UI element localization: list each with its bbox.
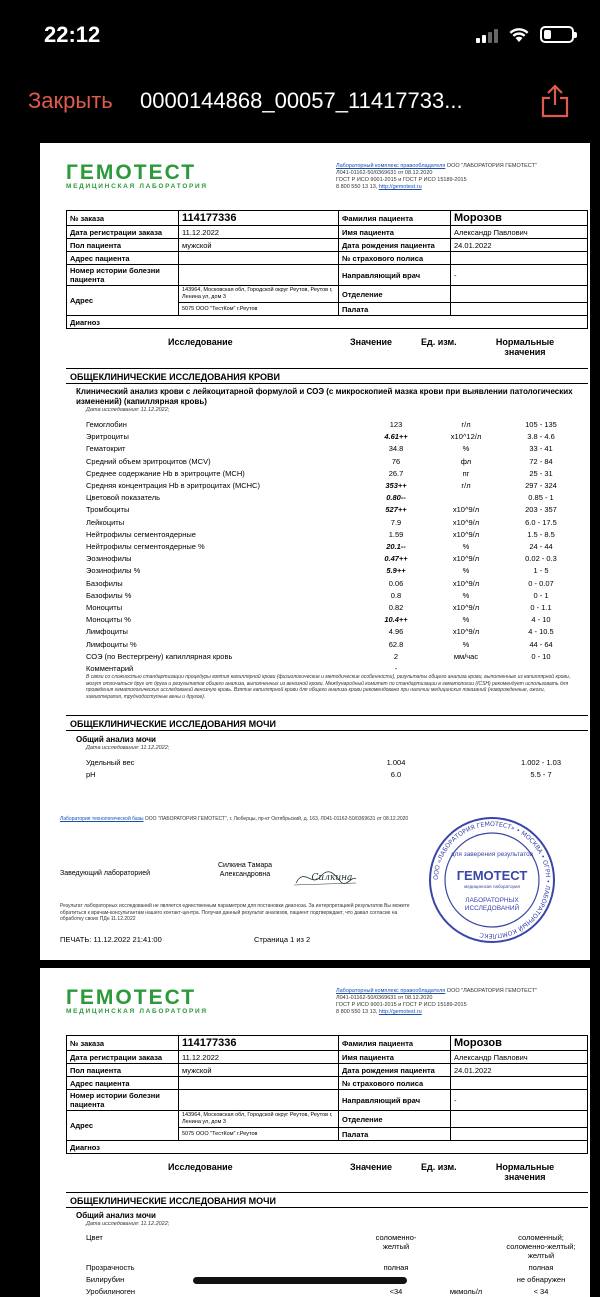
print-timestamp: ПЕЧАТЬ: 11.12.2022 21:41:00 xyxy=(60,935,162,944)
result-range: 44 - 64 xyxy=(529,639,553,649)
lab-link[interactable]: Лабораторный комплекс правообладателя xyxy=(336,163,446,169)
result-row xyxy=(86,603,586,614)
result-row xyxy=(86,591,586,602)
patient-lastname: Морозов xyxy=(451,211,588,226)
blood-footnote: В связи со сложностью стандартизации процедуры взятия капиллярной крови (физиологические и методические особенности), результаты общего анализа крови, выполненные из капиллярной крови, могут отличаться друг от друга и результатов общего анализа, выполненных из венозной крови. Международный комитет по стандартизации в гематологии (ICSH) рекомендует использовать для проведения гематологических исследований венозную кровь. Взятие капиллярной крови для общего анализа крови рекомендовано при наличии медицинских показаний (новорожденные, ожоги, химиотерапия, труднодоступные вены и другое). xyxy=(86,674,571,700)
svg-text:ГЕМОТЕСТ: ГЕМОТЕСТ xyxy=(456,868,528,883)
result-name: Уробилиноген xyxy=(86,1287,136,1296)
result-row xyxy=(86,481,586,492)
result-unit: % xyxy=(462,566,470,576)
result-value: 7.9 xyxy=(390,517,402,527)
result-row xyxy=(86,444,586,455)
result-range: 0 - 0.07 xyxy=(528,578,554,588)
status-bar xyxy=(0,0,600,70)
result-value: 26.7 xyxy=(388,468,404,478)
urine-section-title: ОБЩЕКЛИНИЧЕСКИЕ ИССЛЕДОВАНИЯ МОЧИ xyxy=(66,715,588,731)
result-unit: г/л xyxy=(461,481,471,490)
close-button[interactable]: Закрыть xyxy=(28,88,113,113)
svg-text:медицинская лаборатория: медицинская лаборатория xyxy=(464,884,520,889)
result-row xyxy=(86,530,586,541)
result-range: 0.02 - 0.3 xyxy=(525,554,557,564)
cellular-signal-icon xyxy=(476,27,498,43)
svg-text:ИССЛЕДОВАНИЙ: ИССЛЕДОВАНИЙ xyxy=(464,905,520,912)
result-range: 33 - 41 xyxy=(529,444,553,454)
svg-text:ООО «ЛАБОРАТОРИЯ ГЕМОТЕСТ» • М: ООО «ЛАБОРАТОРИЯ ГЕМОТЕСТ» • МОСКВА • ОГРН • ЛАБОРАТОРНЫЙ КОМПЛЕКС xyxy=(432,820,552,940)
result-value: 1.004 xyxy=(386,758,406,767)
result-name: Цвет xyxy=(86,1233,103,1242)
result-value: 0.8 xyxy=(390,590,402,600)
result-row xyxy=(86,554,586,565)
result-row xyxy=(86,566,586,577)
battery-icon xyxy=(540,26,574,43)
result-range: полная xyxy=(528,1263,554,1272)
lab-info-2: Лабораторный комплекс правообладателя ООО "ЛАБОРАТОРИЯ ГЕМОТЕСТ" Л041-01162-50/0369631 от 08.12.2020 ГОСТ Р ИСО 9001-2015 и ГОСТ Р ИСО 15189-2015 8 800 550 13 13, http://gemotest.ru xyxy=(336,988,537,1015)
result-name: Эозинофилы xyxy=(86,554,132,564)
result-name: Средний объем эритроцитов (MCV) xyxy=(86,456,211,466)
result-unit: % xyxy=(462,590,470,600)
result-name: Нейтрофилы сегментоядерные % xyxy=(86,542,205,551)
result-range: 1.002 - 1.03 xyxy=(520,758,562,767)
result-range: 25 - 31 xyxy=(529,468,553,478)
result-unit: x10^9/л xyxy=(452,517,480,527)
result-range: 297 - 324 xyxy=(525,481,557,490)
result-value: 1.59 xyxy=(388,529,404,539)
status-icons xyxy=(476,26,574,43)
result-unit: x10^9/л xyxy=(452,603,480,612)
result-unit: % xyxy=(462,639,470,649)
result-row xyxy=(86,493,586,504)
result-name: Цветовой показатель xyxy=(86,493,161,503)
result-name: Гематокрит xyxy=(86,444,126,454)
result-range: 5.5 - 7 xyxy=(530,770,552,779)
result-unit: мм/час xyxy=(453,651,479,661)
result-range: 4 - 10.5 xyxy=(528,627,554,637)
result-name: pH xyxy=(86,770,96,779)
urine-subtitle: Общий анализ мочи xyxy=(76,735,156,744)
result-range: 3.8 - 4.6 xyxy=(527,432,555,442)
result-value: 0.47++ xyxy=(384,554,408,564)
disclaimer: Результат лабораторных исследований не является единственным параметром для постановки диагноза. За интерпретацией результатов Вы можете обратиться к врачам-консультантам нашего контакт-центра. Получая данный результат анализов, пациент подтверждает, что давал согласие на обработку своих ПДн 11.12.2022 xyxy=(60,903,410,922)
result-unit: пг xyxy=(462,468,470,478)
signature xyxy=(290,861,360,891)
result-range: 203 - 357 xyxy=(525,505,557,515)
share-icon[interactable] xyxy=(540,84,570,118)
result-unit: x10^12/л xyxy=(450,432,482,442)
result-name: Средняя концентрация Hb в эритроцитах (MCHC) xyxy=(86,481,260,490)
result-range: < 34 xyxy=(533,1287,549,1296)
result-row xyxy=(86,1233,586,1260)
head-of-lab-name: Силкина Тамара Александровна xyxy=(217,862,273,878)
result-value: 2 xyxy=(393,651,399,661)
document-title: 0000144868_00057_11417733... xyxy=(140,88,463,113)
result-row xyxy=(86,579,586,590)
result-row xyxy=(86,542,586,553)
result-value: 0.82 xyxy=(388,603,404,612)
result-value: 0.80-- xyxy=(386,493,406,503)
result-row xyxy=(86,652,586,663)
result-row xyxy=(86,615,586,626)
result-name: Прозрачность xyxy=(86,1263,135,1272)
status-time: 22:12 xyxy=(44,22,101,47)
viewer-toolbar xyxy=(0,70,600,134)
result-row xyxy=(86,469,586,480)
result-range: 1 - 5 xyxy=(533,566,549,576)
result-value: 5.9++ xyxy=(386,566,406,576)
result-value: 123 xyxy=(389,420,403,429)
result-range: 0.85 - 1 xyxy=(528,493,554,503)
document-page-1: ГЕМОТЕСТ МЕДИЦИНСКАЯ ЛАБОРАТОРИЯ Лабораторный комплекс правообладателя ООО "ЛАБОРАТОРИЯ ГЕМОТЕСТ" Л041-01162-50/0369631 от 08.12.2020 ГОСТ Р ИСО 9001-2015 и ГОСТ Р ИСО 15189-2015 8 800 550 13 13, http://gemotest.ru № заказа 114177336 Фамилия пациента Морозов Дата регистрации заказа 11.12.2022 Имя пациента Александр Павлович Пол пациента мужской Дата рождения пациента 24.01.2022 Адрес пациента № страхового полиса Номер истории болезни пациента Направляющий врач - Адрес 143964, Московская обл, Городской округ Реутов, Реутов г, Ленина ул, дом 3 Отделение 5075 ООО "ТестКом" г.Реутов Палата Диагноз Исследование Значение Ед. изм. Нормальные значения ОБЩЕКЛИНИЧЕСКИЕ ИССЛЕДОВАНИЯ КРОВИ Клинический анализ крови с лейкоцитарной формулой и СОЭ (с микроскопией мазка крови при выявлении патологических изменений) (капиллярная кровь) Дата исследования: 11.12.2022; Гемоглобин 123 г/л 105 - 135 Эритроциты 4.61++ x10^12/л 3.8 - 4.6 Гематокрит 34.8 % 33 - 41 Средний объем эритроцитов (MCV) 76 фл 72 - 84 Среднее содержание Hb в эритроците (MCH) 26.7 пг 25 - 31 Средняя концентрация Hb в эритроцитах (MCHC) 353++ г/л 297 - 324 Цветовой показатель 0.80-- 0.85 - 1 Тромбоциты 527++ x10^9/л 203 - 357 Лейкоциты 7.9 x10^9/л 6.0 - 17.5 Нейтрофилы сегментоядерные 1.59 x10^9/л 1.5 - 8.5 Нейтрофилы сегментоядерные % 20.1-- % 24 - 44 Эозинофилы 0.47++ x10^9/л 0.02 - 0.3 Эозинофилы % 5.9++ % 1 - 5 Базофилы 0.06 x10^9/л 0 - 0.07 Базофилы % 0.8 % 0 - 1 Моноциты 0.82 x10^9/л 0 - 1.1 Моноциты % 10.4++ % 4 - 10 Лимфоциты 4.96 x10^9/л 4 - 10.5 Лимфоциты % 62.8 % 44 - 64 СОЭ (по Вестергрену) капиллярная кровь 2 мм/час 0 - 10 Комментарий - В связи со сложностью стандартизации процедуры взятия капиллярной крови (физиологические и методические особенности), результаты общего анализа крови, выполненные из капиллярной крови, могут отличаться друг от друга и результатов общего анализа, выполненных из венозной крови. Международный комитет по стандартизации в гематологии (ICSH) рекомендует использовать для проведения гематологических исследований венозную кровь. Взятие капиллярной крови для общего анализа крови рекомендовано при наличии медицинских показаний (новорожденные, ожоги, химиотерапия, труднодоступные вены и другое). ОБЩЕКЛИНИЧЕСКИЕ ИССЛЕДОВАНИЯ МОЧИ Общий анализ мочи Дата исследования: 11.12.2022; Удельный вес 1.004 1.002 - 1.03 pH 6.0 5.5 - 7 Лаборатория технологической базы ООО "ЛАБОРАТОРИЯ ГЕМОТЕСТ", г. Люберцы, пр-кт Октябрьский, д. 163, Л041-01162-50/0369631 от 08.12.2020 Заведующий лабораторией Силкина Тамара Александровна Силкина Результат лабораторных исследований не является единственным параметром для постановки диагноза. За интерпретацией результатов Вы можете обратиться к врачам-консультантам нашего контакт-центра. Получая данный результат анализов, пациент подтверждает, что давал согласие на обработку своих ПДн 11.12.2022 ПЕЧАТЬ: 11.12.2022 21:41:00 Страница 1 из 2 ООО «ЛАБОРАТОРИЯ ГЕМОТЕСТ» • МОСКВА • ОГРН • ЛАБОРАТОРНЫЙ КОМПЛЕКС для заверения результатов ГЕМОТЕСТ медицинская лаборатория ЛАБОРАТОРНЫХ ИССЛЕДОВАНИЙ xyxy=(40,143,590,960)
result-name: Эозинофилы % xyxy=(86,566,141,576)
lab-info: Лабораторный комплекс правообладателя ООО "ЛАБОРАТОРИЯ ГЕМОТЕСТ" Л041-01162-50/0369631 от 08.12.2020 ГОСТ Р ИСО 9001-2015 и ГОСТ Р ИСО 15189-2015 8 800 550 13 13, http://gemotest.ru xyxy=(336,163,537,190)
result-value: 0.06 xyxy=(388,578,404,588)
svg-text:для заверения результатов: для заверения результатов xyxy=(450,851,534,858)
result-value: <34 xyxy=(389,1287,403,1296)
lab-stamp xyxy=(428,816,556,944)
result-name: Билирубин xyxy=(86,1275,125,1284)
result-value: соломенно-желтый xyxy=(375,1233,417,1251)
document-page-2: ГЕМОТЕСТ МЕДИЦИНСКАЯ ЛАБОРАТОРИЯ Лабораторный комплекс правообладателя ООО "ЛАБОРАТОРИЯ ГЕМОТЕСТ" Л041-01162-50/0369631 от 08.12.2020 ГОСТ Р ИСО 9001-2015 и ГОСТ Р ИСО 15189-2015 8 800 550 13 13, http://gemotest.ru № заказа 114177336 Фамилия пациента Морозов Дата регистрации заказа 11.12.2022 Имя пациента Александр Павлович Пол пациента мужской Дата рождения пациента 24.01.2022 Адрес пациента № страхового полиса Номер истории болезни пациента Направляющий врач - Адрес 143964, Московская обл, Городской округ Реутов, Реутов г, Ленина ул, дом 3 Отделение 5075 ООО "ТестКом" г.Реутов Палата Диагноз Исследование Значение Ед. изм. Нормальные значения ОБЩЕКЛИНИЧЕСКИЕ ИССЛЕДОВАНИЯ МОЧИ Общий анализ мочи Дата исследования: 11.12.2022; Цвет соломенно-желтый соломенный; соломенно-желтый; желтый Прозрачность полная полная Билирубин не обнаружен Уробилиноген <34 мкмоль/л < 34 xyxy=(40,968,590,1297)
result-range: 24 - 44 xyxy=(529,542,553,551)
blood-subtitle: Клинический анализ крови с лейкоцитарной формулой и СОЭ (с микроскопией мазка крови при выявлении патологических изменений) (капиллярная кровь) xyxy=(76,387,573,406)
result-unit: мкмоль/л xyxy=(449,1287,483,1296)
wifi-icon xyxy=(508,27,530,43)
result-unit: x10^9/л xyxy=(452,627,480,637)
urine-section-title-2: ОБЩЕКЛИНИЧЕСКИЕ ИССЛЕДОВАНИЯ МОЧИ xyxy=(66,1192,588,1208)
urine-subtitle-2: Общий анализ мочи xyxy=(76,1211,156,1220)
result-value: 527++ xyxy=(385,505,407,515)
order-number: 114177336 xyxy=(179,211,339,226)
result-value: 34.8 xyxy=(388,444,404,454)
home-indicator[interactable] xyxy=(193,1277,407,1284)
result-value: 4.96 xyxy=(388,627,404,637)
result-value: 10.4++ xyxy=(384,615,408,625)
svg-text:Силкина: Силкина xyxy=(311,873,353,883)
result-name: Моноциты xyxy=(86,603,123,612)
result-name: Базофилы % xyxy=(86,590,132,600)
gemotest-logo-2: ГЕМОТЕСТ МЕДИЦИНСКАЯ ЛАБОРАТОРИЯ xyxy=(66,986,208,1015)
result-row xyxy=(86,420,586,431)
result-row xyxy=(86,457,586,468)
result-row xyxy=(86,627,586,638)
result-name: Базофилы xyxy=(86,578,123,588)
result-unit: г/л xyxy=(461,420,471,429)
result-name: Удельный вес xyxy=(86,758,135,767)
result-row xyxy=(86,1287,586,1297)
blood-section-title: ОБЩЕКЛИНИЧЕСКИЕ ИССЛЕДОВАНИЯ КРОВИ xyxy=(66,368,588,384)
result-row xyxy=(86,640,586,651)
site-link[interactable]: http://gemotest.ru xyxy=(378,184,422,190)
result-name: Лейкоциты xyxy=(86,517,125,527)
tech-base-note: Лаборатория технологической базы ООО "ЛАБОРАТОРИЯ ГЕМОТЕСТ", г. Люберцы, пр-кт Октябрьский, д. 163, Л041-01162-50/0369631 от 08.12.2020 xyxy=(60,816,409,822)
result-name: Эритроциты xyxy=(86,432,129,442)
result-range: 1.5 - 8.5 xyxy=(527,529,555,539)
gemotest-logo: ГЕМОТЕСТ МЕДИЦИНСКАЯ ЛАБОРАТОРИЯ xyxy=(66,161,208,190)
svg-text:ЛАБОРАТОРНЫХ: ЛАБОРАТОРНЫХ xyxy=(465,897,519,904)
result-range: 0 - 10 xyxy=(531,651,551,661)
result-name: Гемоглобин xyxy=(86,420,127,429)
result-range: 0 - 1.1 xyxy=(530,603,552,612)
result-row xyxy=(86,758,586,769)
result-value: 6.0 xyxy=(390,770,402,779)
page-number: Страница 1 из 2 xyxy=(254,935,311,944)
result-value: 4.61++ xyxy=(384,432,408,442)
result-range: не обнаружен xyxy=(516,1275,566,1284)
result-row xyxy=(86,518,586,529)
result-range: 0 - 1 xyxy=(533,590,549,600)
result-unit: фл xyxy=(460,456,472,466)
result-unit: x10^9/л xyxy=(452,578,480,588)
result-unit: % xyxy=(462,542,470,551)
result-row xyxy=(86,432,586,443)
patient-info-table-2: № заказа 114177336 Фамилия пациента Морозов Дата регистрации заказа 11.12.2022 Имя пациента Александр Павлович Пол пациента мужской Дата рождения пациента 24.01.2022 Адрес пациента № страхового полиса Номер истории болезни пациента Направляющий врач - Адрес 143964, Московская обл, Городской округ Реутов, Реутов г, Ленина ул, дом 3 Отделение 5075 ООО "ТестКом" г.Реутов Палата Диагноз xyxy=(66,1035,588,1154)
result-row xyxy=(86,505,586,516)
result-unit: x10^9/л xyxy=(452,554,480,564)
patient-info-table: № заказа 114177336 Фамилия пациента Морозов Дата регистрации заказа 11.12.2022 Имя пациента Александр Павлович Пол пациента мужской Дата рождения пациента 24.01.2022 Адрес пациента № страхового полиса Номер истории болезни пациента Направляющий врач - Адрес 143964, Московская обл, Городской округ Реутов, Реутов г, Ленина ул, дом 3 Отделение 5075 ООО "ТестКом" г.Реутов Палата Диагноз xyxy=(66,210,588,329)
result-name: Нейтрофилы сегментоядерные xyxy=(86,529,196,539)
result-row xyxy=(86,770,586,781)
result-unit: x10^9/л xyxy=(452,529,480,539)
result-value: 353++ xyxy=(385,481,407,490)
result-range: соломенный; соломенно-желтый; желтый xyxy=(506,1233,576,1260)
result-name: Лимфоциты % xyxy=(86,639,137,649)
result-value: - xyxy=(394,664,398,673)
result-range: 4 - 10 xyxy=(531,615,551,625)
result-name: Лимфоциты xyxy=(86,627,128,637)
result-value: 20.1-- xyxy=(386,542,406,551)
result-name: Среднее содержание Hb в эритроците (MCH) xyxy=(86,468,245,478)
result-name: Моноциты % xyxy=(86,615,131,625)
result-name: Тромбоциты xyxy=(86,505,130,515)
result-unit: % xyxy=(462,444,470,454)
result-unit: x10^9/л xyxy=(452,505,480,515)
result-name: Комментарий xyxy=(86,664,134,673)
result-value: 76 xyxy=(391,456,401,466)
result-range: 72 - 84 xyxy=(529,456,553,466)
result-unit: % xyxy=(462,615,470,625)
result-value: 62.8 xyxy=(388,639,404,649)
head-of-lab-label: Заведующий лабораторией xyxy=(60,870,150,877)
result-value: полная xyxy=(383,1263,409,1272)
result-range: 105 - 135 xyxy=(525,420,557,429)
result-range: 6.0 - 17.5 xyxy=(525,517,557,527)
result-name: СОЭ (по Вестергрену) капиллярная кровь xyxy=(86,651,233,661)
result-row xyxy=(86,1263,586,1274)
